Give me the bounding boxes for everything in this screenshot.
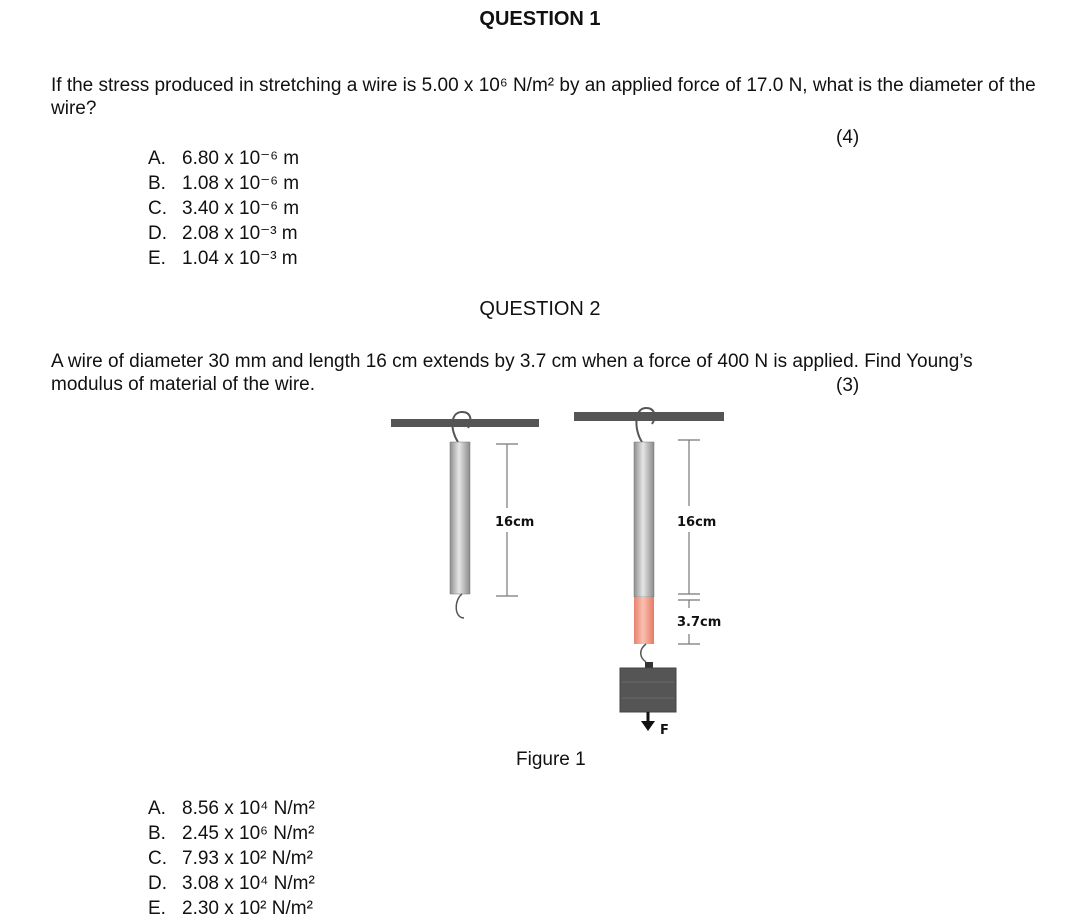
option-text: 6.80 x 10⁻⁶ m xyxy=(182,148,300,169)
question-2-option-b xyxy=(148,821,315,846)
left-length-label: 16cm xyxy=(495,515,535,530)
option-text: 2.45 x 10⁶ N/m² xyxy=(182,823,315,844)
option-letter: C. xyxy=(148,848,167,869)
option-letter: C. xyxy=(148,198,167,219)
question-1-title: QUESTION 1 xyxy=(479,8,601,30)
option-text: 2.08 x 10⁻³ m xyxy=(182,223,298,244)
question-2-marks: (3) xyxy=(836,375,860,396)
force-label: F xyxy=(660,723,669,738)
right-ceiling-bar xyxy=(574,412,724,421)
option-letter: B. xyxy=(148,173,166,194)
question-1-text: If the stress produced in stretching a wire is 5.00 x 10⁶ N/m² by an applied force of 17.0 N, what is the diameter of the wire? xyxy=(51,75,1036,119)
question-2-options xyxy=(148,796,315,921)
question-2-option-c xyxy=(148,846,315,871)
right-length-label: 16cm xyxy=(677,515,717,530)
option-letter: A. xyxy=(148,148,166,169)
question-1-option-d xyxy=(148,221,299,246)
question-1-option-e xyxy=(148,246,299,271)
question-2-option-e xyxy=(148,896,315,921)
wire-stretch-figure xyxy=(380,400,740,750)
option-letter: A. xyxy=(148,798,166,819)
option-letter: D. xyxy=(148,873,167,894)
option-text: 2.30 x 10² N/m² xyxy=(182,898,313,919)
option-letter: E. xyxy=(148,898,166,919)
question-1-option-b xyxy=(148,171,299,196)
right-wire xyxy=(634,442,654,597)
hanging-weight xyxy=(620,668,676,712)
question-2-option-d xyxy=(148,871,315,896)
option-text: 3.40 x 10⁻⁶ m xyxy=(182,198,300,219)
question-2-text: A wire of diameter 30 mm and length 16 cm extends by 3.7 cm when a force of 400 N is applied. Find Young’s modulus of material of the wire. xyxy=(51,351,973,395)
right-bottom-hook xyxy=(641,644,646,662)
left-wire xyxy=(450,442,470,594)
force-arrow-head xyxy=(641,721,655,731)
question-2-option-a xyxy=(148,796,315,821)
option-text: 1.08 x 10⁻⁶ m xyxy=(182,173,300,194)
option-letter: E. xyxy=(148,248,166,269)
question-1-option-c xyxy=(148,196,299,221)
wire-extension xyxy=(634,597,654,644)
option-text: 3.08 x 10⁴ N/m² xyxy=(182,873,315,894)
figure-caption: Figure 1 xyxy=(516,749,586,770)
question-2-title: QUESTION 2 xyxy=(479,298,601,320)
question-1-options xyxy=(148,146,299,271)
option-letter: B. xyxy=(148,823,166,844)
question-1-marks: (4) xyxy=(836,127,860,148)
left-bottom-hook xyxy=(456,594,464,618)
left-ceiling-bar xyxy=(391,419,539,427)
option-text: 7.93 x 10² N/m² xyxy=(182,848,313,869)
question-1-option-a xyxy=(148,146,299,171)
option-letter: D. xyxy=(148,223,167,244)
extension-label: 3.7cm xyxy=(677,615,722,630)
option-text: 8.56 x 10⁴ N/m² xyxy=(182,798,315,819)
option-text: 1.04 x 10⁻³ m xyxy=(182,248,298,269)
